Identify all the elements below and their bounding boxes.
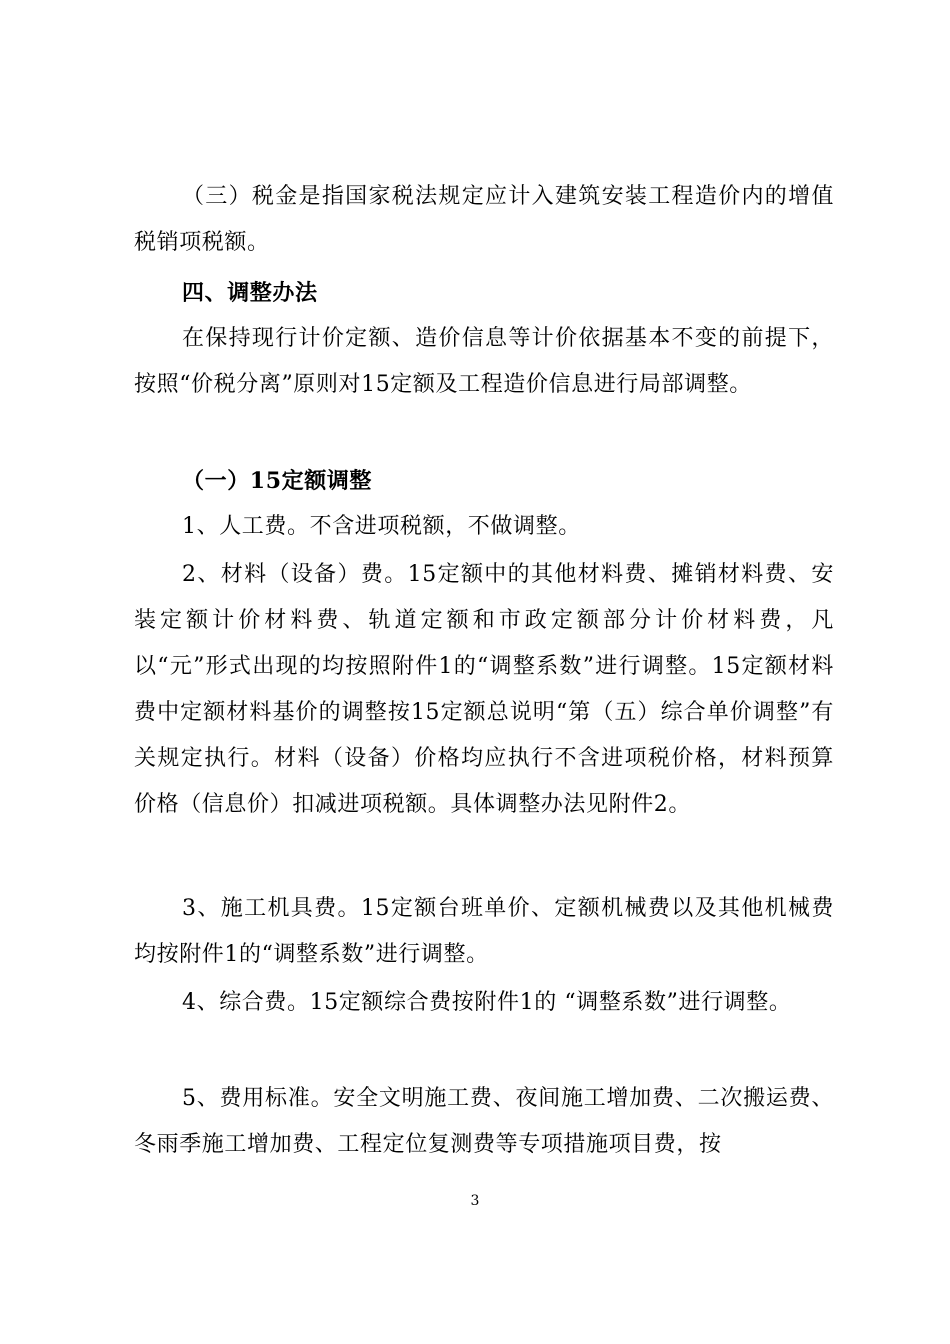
paragraph-fee-standard: 5、费用标准。安全文明施工费、夜间施工增加费、二次搬运费、冬雨季施工增加费、工程定位复测费等专项措施项目费，按 — [134, 1086, 834, 1157]
paragraph-tax-definition: （三）税金是指国家税法规定应计入建筑安装工程造价内的增值税销项税额。 — [134, 184, 834, 255]
paragraph-comprehensive-fee: 4、综合费。15定额综合费按附件1的 “调整系数”进行调整。 — [182, 990, 792, 1015]
paragraph-machinery-cost: 3、施工机具费。15定额台班单价、定额机械费以及其他机械费均按附件1的“调整系数”进行调整。 — [134, 896, 834, 967]
paragraph-material-cost: 2、材料（设备）费。15定额中的其他材料费、摊销材料费、安装定额计价材料费、轨道定额和市政定额部分计价材料费，凡以“元”形式出现的均按照附件1的“调整系数”进行调整。15定额材料费中定额材料基价的调整按15定额总说明“第（五）综合单价调整”有关规定执行。材料（设备）价格均应执行不含进项税价格，材料预算价格（信息价）扣减进项税额。具体调整办法见附件2。 — [134, 562, 834, 817]
subsection-heading-quota-adjustment: （一）15定额调整 — [182, 468, 373, 494]
page-number: 3 — [470, 1193, 480, 1209]
paragraph-adjustment-intro: 在保持现行计价定额、造价信息等计价依据基本不变的前提下，按照“价税分离”原则对15定额及工程造价信息进行局部调整。 — [134, 326, 834, 397]
section-heading-adjustment-method: 四、调整办法 — [182, 280, 318, 306]
paragraph-labor-cost: 1、人工费。不含进项税额，不做调整。 — [182, 514, 581, 539]
